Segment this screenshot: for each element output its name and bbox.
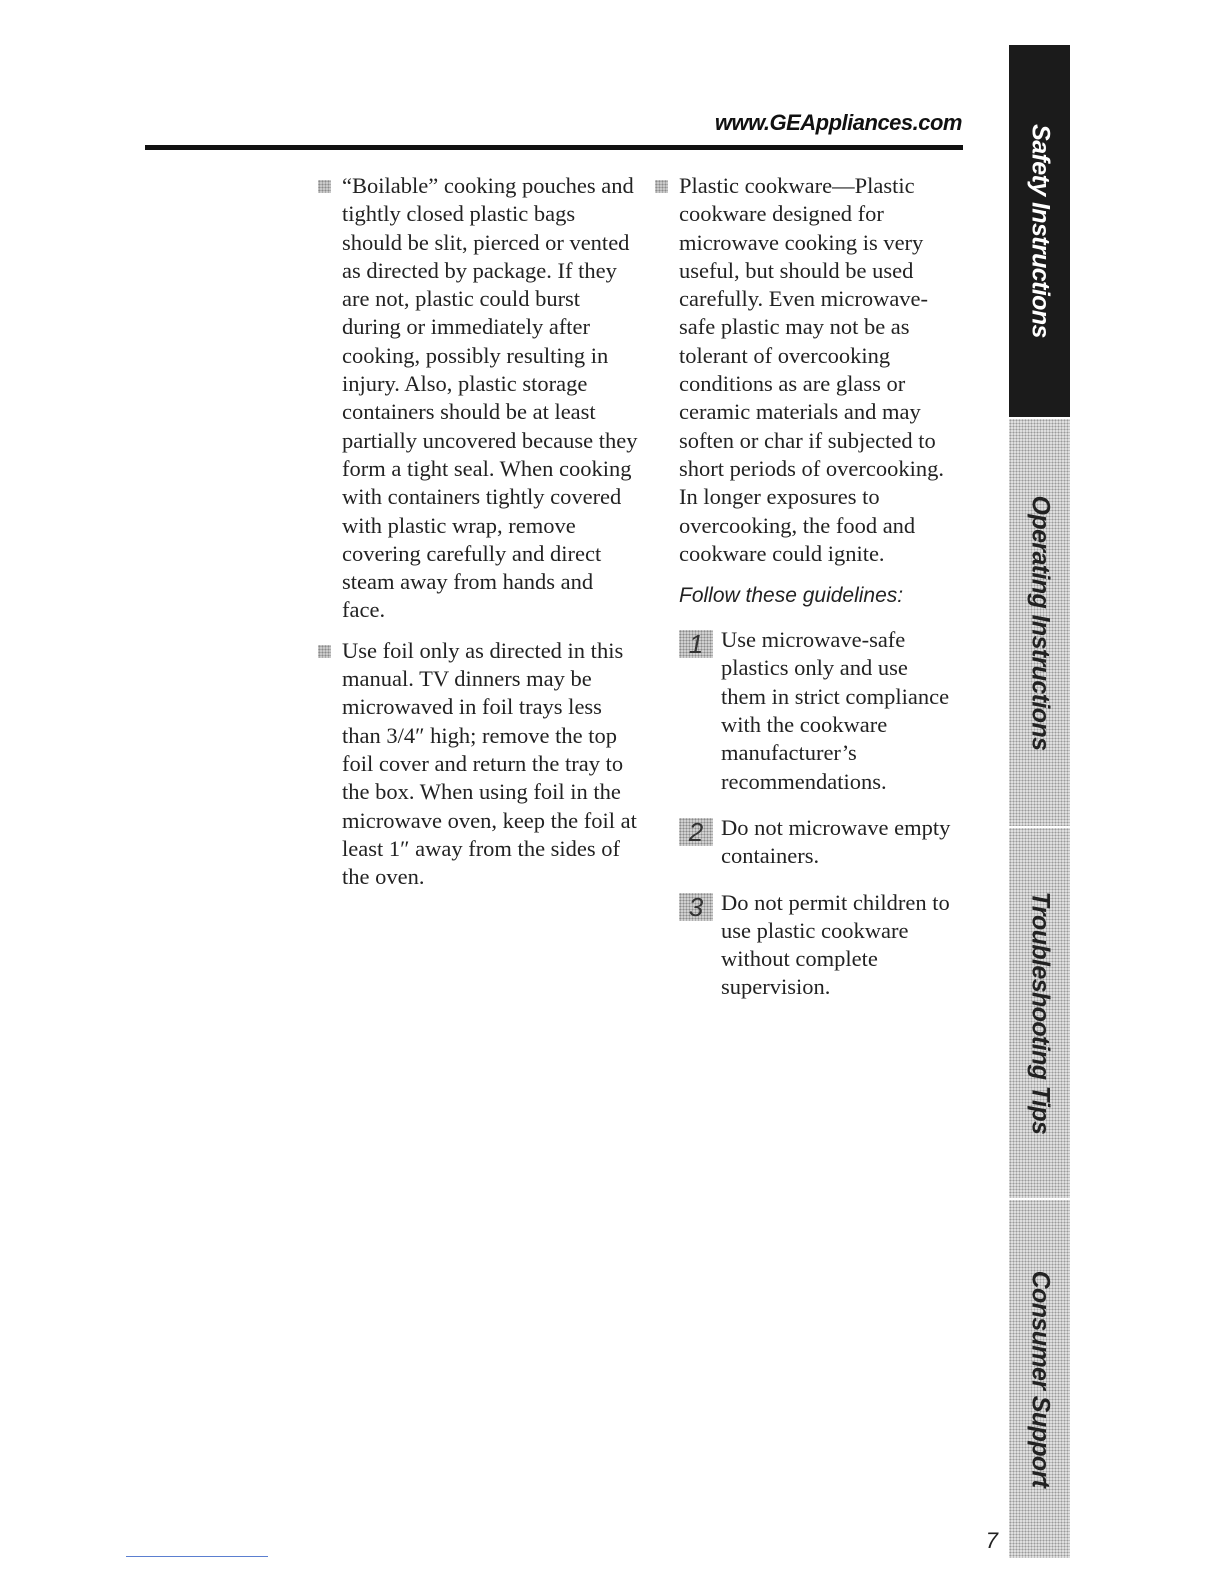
step-text: Use microwave-safe plastics only and use them in strict compliance with the cookware manufacturer’s recommendations.: [721, 627, 950, 794]
right-column: [655, 172, 955, 1002]
tab-operating-instructions[interactable]: [1009, 419, 1070, 828]
header-rule: [145, 145, 963, 150]
tab-label: Troubleshooting Tips: [1026, 891, 1054, 1135]
step-number-badge: 3: [679, 893, 713, 921]
tab-label: Operating Instructions: [1026, 495, 1054, 750]
boilable-pouches-paragraph: [318, 172, 638, 625]
guidelines-heading: Follow these guidelines:: [679, 584, 904, 608]
paragraph-text: “Boilable” cooking pouches and tightly closed plastic bags should be slit, pierced or vented as directed by package. If they are not, plastic could burst during or immediately after cooking, possibly resulting in injury. Also, plastic storage containers should be at least partially uncovered because they form a tight seal. When cooking with containers tightly covered with plastic wrap, remove covering carefully and direct steam away from hands and face.: [342, 173, 638, 623]
tab-troubleshooting-tips[interactable]: [1009, 828, 1070, 1200]
bullet-square-icon: [655, 180, 668, 193]
paragraph-text: Use foil only as directed in this manual. TV dinners may be microwaved in foil trays less than 3/4″ high; remove the top foil cover and return the tray to the box. When using foil in the microwave oven, keep the foil at least 1″ away from the sides of the oven.: [342, 637, 637, 890]
step-text: Do not microwave empty containers.: [721, 814, 951, 869]
step-number-badge: 2: [679, 818, 713, 846]
paragraph-text: Plastic cookware—Plastic cookware designed for microwave cooking is very useful, but should be used carefully. Even microwave-safe plastic may not be as tolerant of overcooking conditions as are glass or ceramic materials and may soften or char if subjected to short periods of overcooking. In longer exposures to overcooking, the food and cookware could ignite.: [679, 173, 944, 566]
bottom-line: [126, 1556, 268, 1557]
header-url: www.GEAppliances.com: [714, 110, 962, 135]
foil-paragraph: [318, 637, 638, 892]
step-text: Do not permit children to use plastic cookware without complete supervision.: [721, 889, 950, 1000]
guideline-step-3: [655, 889, 955, 1002]
section-tabs: [1009, 45, 1070, 1558]
guideline-step-2: [655, 814, 955, 871]
step-number-badge: 1: [679, 630, 713, 658]
bullet-square-icon: [318, 645, 331, 658]
tab-label: Consumer Support: [1026, 1270, 1054, 1488]
plastic-cookware-paragraph: [655, 172, 955, 568]
left-column: [318, 172, 638, 891]
tab-safety-instructions[interactable]: [1009, 45, 1070, 419]
guideline-step-1: [655, 626, 955, 796]
bullet-square-icon: [318, 180, 331, 193]
tab-label: Safety Instructions: [1026, 124, 1054, 338]
page-number: 7: [985, 1528, 998, 1553]
tab-consumer-support[interactable]: [1009, 1200, 1070, 1560]
